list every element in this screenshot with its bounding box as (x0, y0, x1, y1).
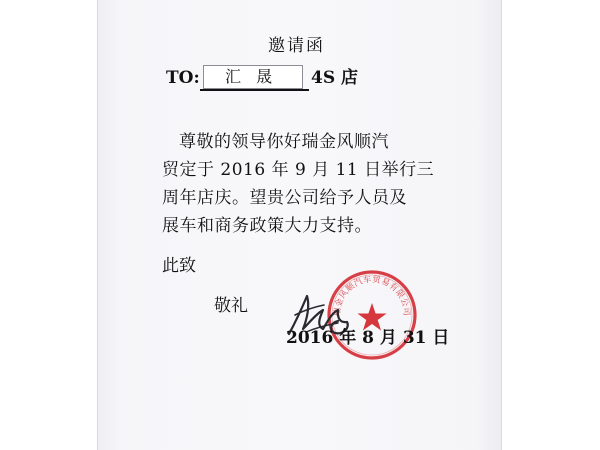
seal-text: 瑞金风顺汽车贸易有限公司 (331, 273, 413, 317)
closing-text: 此致 (162, 256, 196, 276)
regards-text: 敬礼 (214, 296, 248, 316)
letter-body (162, 128, 452, 240)
letter-title: 邀请函 (268, 36, 325, 56)
seal-star-icon (357, 303, 386, 331)
paper-edge-left (97, 0, 98, 450)
body-line: 展车和商务政策大力支持。 (162, 216, 372, 236)
paper-edge-right (501, 0, 502, 450)
body-line: 周年店庆。望贵公司给予人员及 (162, 188, 407, 208)
recipient-underline (200, 89, 309, 91)
letter-date: 2016 年 8 月 31 日 (286, 328, 450, 348)
to-label: TO: (166, 68, 200, 88)
recipient-name: 汇 晟 (225, 67, 278, 86)
recipient-suffix: 4S 店 (311, 68, 359, 88)
body-line: 贸定于 2016 年 9 月 11 日举行三 (162, 160, 435, 180)
body-line: 尊敬的领导你好瑞金风顺汽 (179, 132, 389, 152)
